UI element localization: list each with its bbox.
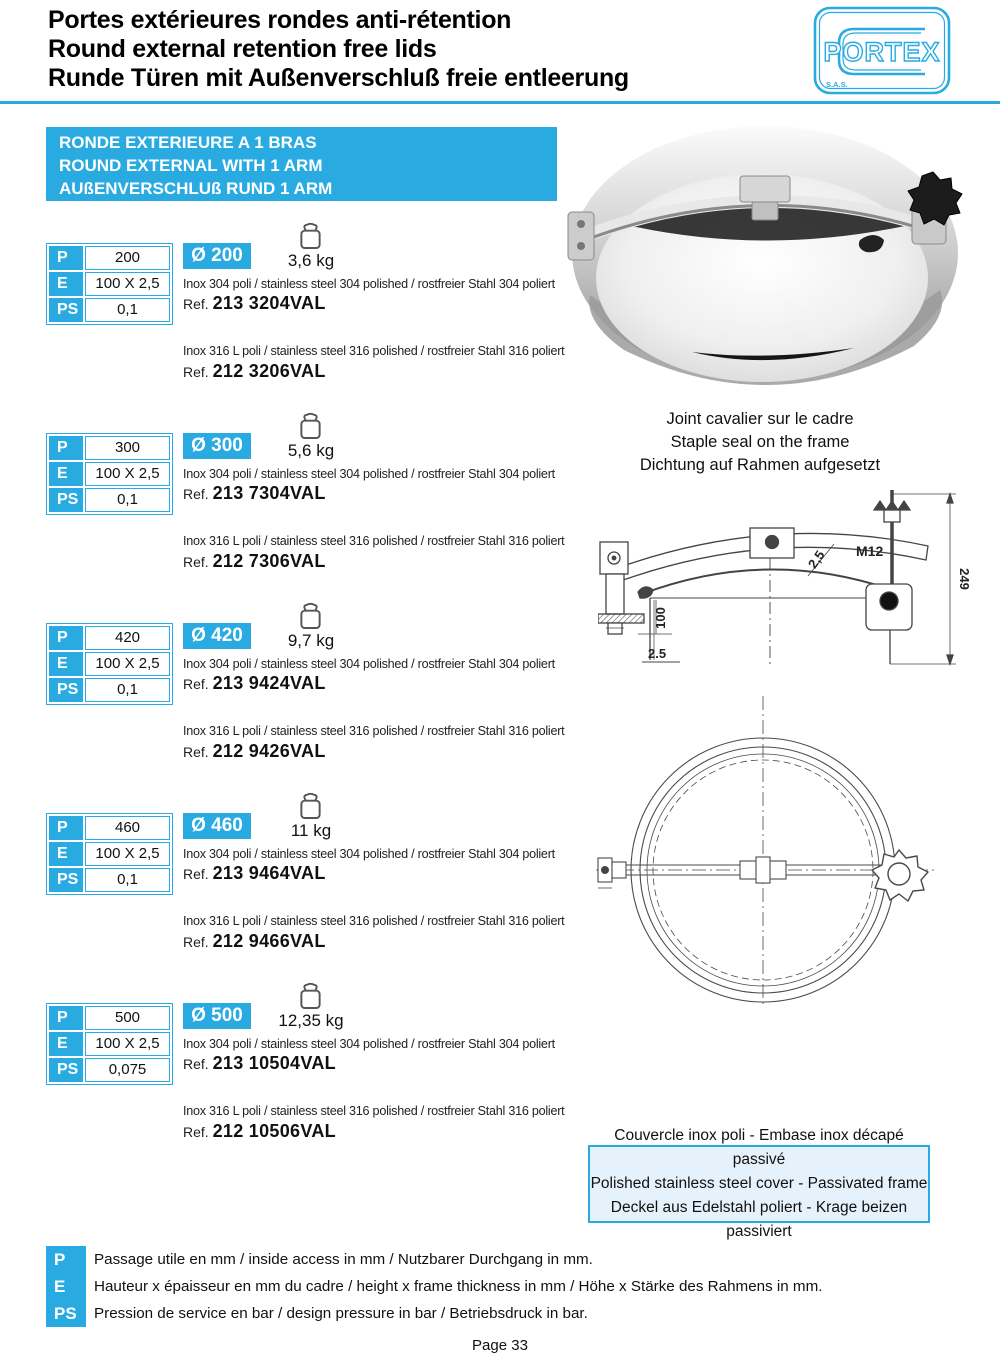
spec-value-e: 100 X 2,5 <box>85 1032 170 1056</box>
spec-label-ps: PS <box>49 298 83 322</box>
material-316-text: Inox 316 L poli / stainless steel 316 polished / rostfreier Stahl 316 poliert <box>183 724 565 738</box>
spec-label-ps: PS <box>49 488 83 512</box>
material-304-text: Inox 304 poli / stainless steel 304 polished / rostfreier Stahl 304 poliert <box>183 847 555 861</box>
ref-304 <box>183 673 326 694</box>
spec-table <box>46 433 173 515</box>
spec-row-ps <box>49 1058 170 1082</box>
ref-304 <box>183 863 326 884</box>
ref-316-number: 212 3206VAL <box>212 361 326 381</box>
ref-word: Ref. <box>183 554 209 570</box>
diameter-badge: Ø 420 <box>183 623 251 649</box>
spec-label-p: P <box>49 816 83 840</box>
spec-label-ps: PS <box>49 868 83 892</box>
ref-316 <box>183 361 326 382</box>
photo-hinge <box>568 212 594 260</box>
spec-label-e: E <box>49 842 83 866</box>
ref-316-number: 212 7306VAL <box>212 551 326 571</box>
spec-row-p <box>49 816 170 840</box>
spec-row-ps <box>49 488 170 512</box>
ref-304 <box>183 1053 336 1074</box>
product-photo <box>562 120 967 403</box>
material-304-text: Inox 304 poli / stainless steel 304 polished / rostfreier Stahl 304 poliert <box>183 277 555 291</box>
weight-label: 5,6 kg <box>287 441 335 460</box>
spec-row-e <box>49 462 170 486</box>
weight-label: 12,35 kg <box>278 1011 344 1030</box>
dim-249-label: 249 <box>957 568 972 590</box>
legend-text-ps: Pression de service en bar / design pressure in bar / Betriebsdruck in bar. <box>94 1305 588 1322</box>
material-316-text: Inox 316 L poli / stainless steel 316 polished / rostfreier Stahl 316 poliert <box>183 1104 565 1118</box>
section-line-fr: RONDE EXTERIEURE A 1 BRAS <box>59 133 317 152</box>
spec-label-p: P <box>49 626 83 650</box>
seal-caption <box>580 408 940 477</box>
title-english: Round external retention free lids <box>48 35 437 63</box>
material-304-text: Inox 304 poli / stainless steel 304 polished / rostfreier Stahl 304 poliert <box>183 657 555 671</box>
weight-label: 9,7 kg <box>287 631 335 650</box>
ref-304-number: 213 9424VAL <box>212 673 326 693</box>
ref-word: Ref. <box>183 364 209 380</box>
spec-value-p: 200 <box>85 246 170 270</box>
section-line-en: ROUND EXTERNAL WITH 1 ARM <box>59 156 323 175</box>
product-block <box>46 602 576 792</box>
spec-value-ps: 0,1 <box>85 298 170 322</box>
ref-316-number: 212 9466VAL <box>212 931 326 951</box>
ref-word: Ref. <box>183 866 209 882</box>
finish-info-en: Polished stainless steel cover - Passivated frame <box>590 1175 928 1192</box>
spec-row-ps <box>49 298 170 322</box>
spec-value-p: 300 <box>85 436 170 460</box>
spec-value-e: 100 X 2,5 <box>85 842 170 866</box>
dim-2-5-wall-label: 2.5 <box>648 646 667 661</box>
portex-logo <box>812 5 952 99</box>
legend-key-ps: PS <box>54 1304 77 1323</box>
logo-suffix: S.A.S. <box>826 80 848 89</box>
material-316-text: Inox 316 L poli / stainless steel 316 polished / rostfreier Stahl 316 poliert <box>183 344 565 358</box>
title-french: Portes extérieures rondes anti-rétention <box>48 6 512 34</box>
technical-drawing-side-view <box>598 478 990 670</box>
ref-word: Ref. <box>183 296 209 312</box>
spec-row-e <box>49 272 170 296</box>
spec-table <box>46 1003 173 1085</box>
ref-304 <box>183 483 326 504</box>
technical-drawing-top-view <box>590 682 990 1007</box>
ref-304-number: 213 9464VAL <box>212 863 326 883</box>
spec-label-p: P <box>49 436 83 460</box>
ref-word: Ref. <box>183 1124 209 1140</box>
legend-keys <box>46 1246 86 1327</box>
ref-word: Ref. <box>183 934 209 950</box>
legend-texts <box>94 1246 954 1327</box>
weight-icon <box>298 982 323 1010</box>
ref-304 <box>183 293 326 314</box>
seal-caption-de: Dichtung auf Rahmen aufgesetzt <box>639 456 881 474</box>
finish-info-de: Deckel aus Edelstahl poliert - Krage beizen passiviert <box>610 1199 908 1240</box>
ref-316 <box>183 741 326 762</box>
ref-word: Ref. <box>183 744 209 760</box>
material-316-text: Inox 316 L poli / stainless steel 316 polished / rostfreier Stahl 316 poliert <box>183 534 565 548</box>
weight-icon <box>298 222 323 250</box>
spec-value-e: 100 X 2,5 <box>85 462 170 486</box>
finish-info-box <box>588 1127 930 1240</box>
dim-2-5-dome-label: 2,5 <box>804 547 828 572</box>
spec-row-p <box>49 246 170 270</box>
spec-label-e: E <box>49 652 83 676</box>
spec-row-ps <box>49 868 170 892</box>
spec-row-p <box>49 436 170 460</box>
product-block <box>46 222 576 412</box>
ref-304-number: 213 10504VAL <box>212 1053 336 1073</box>
spec-label-e: E <box>49 462 83 486</box>
spec-table <box>46 813 173 895</box>
weight-icon <box>298 412 323 440</box>
seal-caption-fr: Joint cavalier sur le cadre <box>666 410 854 428</box>
weight-label: 3,6 kg <box>287 251 335 270</box>
spec-value-e: 100 X 2,5 <box>85 652 170 676</box>
dim-100-label: 100 <box>653 607 668 629</box>
ref-word: Ref. <box>183 676 209 692</box>
ref-304-number: 213 7304VAL <box>212 483 326 503</box>
product-block <box>46 982 576 1172</box>
ref-316 <box>183 551 326 572</box>
spec-row-e <box>49 842 170 866</box>
spec-row-e <box>49 1032 170 1056</box>
logo-wordmark: PORTEX <box>823 37 941 67</box>
ref-316-number: 212 9426VAL <box>212 741 326 761</box>
legend-text-p: Passage utile en mm / inside access in mm / Nutzbarer Durchgang in mm. <box>94 1251 593 1268</box>
spec-label-e: E <box>49 1032 83 1056</box>
spec-value-e: 100 X 2,5 <box>85 272 170 296</box>
diameter-badge: Ø 200 <box>183 243 251 269</box>
material-316-text: Inox 316 L poli / stainless steel 316 polished / rostfreier Stahl 316 poliert <box>183 914 565 928</box>
page-number: Page 33 <box>472 1337 528 1354</box>
section-heading <box>46 127 557 201</box>
spec-label-p: P <box>49 246 83 270</box>
material-304-text: Inox 304 poli / stainless steel 304 polished / rostfreier Stahl 304 poliert <box>183 467 555 481</box>
spec-value-ps: 0,1 <box>85 488 170 512</box>
spec-table <box>46 623 173 705</box>
weight-icon <box>298 602 323 630</box>
weight-label: 11 kg <box>290 821 332 840</box>
m12-label: M12 <box>856 543 884 559</box>
legend-key-e: E <box>54 1277 66 1296</box>
spec-row-p <box>49 626 170 650</box>
page-title <box>48 6 629 93</box>
ref-316 <box>183 931 326 952</box>
ref-304-number: 213 3204VAL <box>212 293 326 313</box>
spec-value-ps: 0,075 <box>85 1058 170 1082</box>
ref-316-number: 212 10506VAL <box>212 1121 336 1141</box>
product-block <box>46 792 576 982</box>
ref-316 <box>183 1121 336 1142</box>
spec-label-ps: PS <box>49 678 83 702</box>
ref-word: Ref. <box>183 1056 209 1072</box>
spec-row-e <box>49 652 170 676</box>
spec-value-p: 500 <box>85 1006 170 1030</box>
spec-table <box>46 243 173 325</box>
material-304-text: Inox 304 poli / stainless steel 304 polished / rostfreier Stahl 304 poliert <box>183 1037 555 1051</box>
seal-caption-en: Staple seal on the frame <box>670 433 850 451</box>
diameter-badge: Ø 300 <box>183 433 251 459</box>
section-line-de: AUßENVERSCHLUß RUND 1 ARM <box>59 179 333 198</box>
spec-label-ps: PS <box>49 1058 83 1082</box>
product-block <box>46 412 576 602</box>
title-german: Runde Türen mit Außenverschluß freie entleerung <box>48 64 629 92</box>
spec-value-ps: 0,1 <box>85 868 170 892</box>
spec-row-p <box>49 1006 170 1030</box>
spec-value-ps: 0,1 <box>85 678 170 702</box>
header-rule <box>0 101 1000 104</box>
ref-word: Ref. <box>183 486 209 502</box>
spec-value-p: 460 <box>85 816 170 840</box>
finish-info-fr: Couvercle inox poli - Embase inox décapé passivé <box>614 1127 904 1168</box>
spec-row-ps <box>49 678 170 702</box>
legend-text-e: Hauteur x épaisseur en mm du cadre / height x frame thickness in mm / Höhe x Stärke des Rahmens in mm. <box>94 1278 823 1295</box>
legend-key-p: P <box>54 1250 66 1269</box>
diameter-badge: Ø 500 <box>183 1003 251 1029</box>
spec-value-p: 420 <box>85 626 170 650</box>
spec-label-p: P <box>49 1006 83 1030</box>
diameter-badge: Ø 460 <box>183 813 251 839</box>
spec-label-e: E <box>49 272 83 296</box>
weight-icon <box>298 792 323 820</box>
